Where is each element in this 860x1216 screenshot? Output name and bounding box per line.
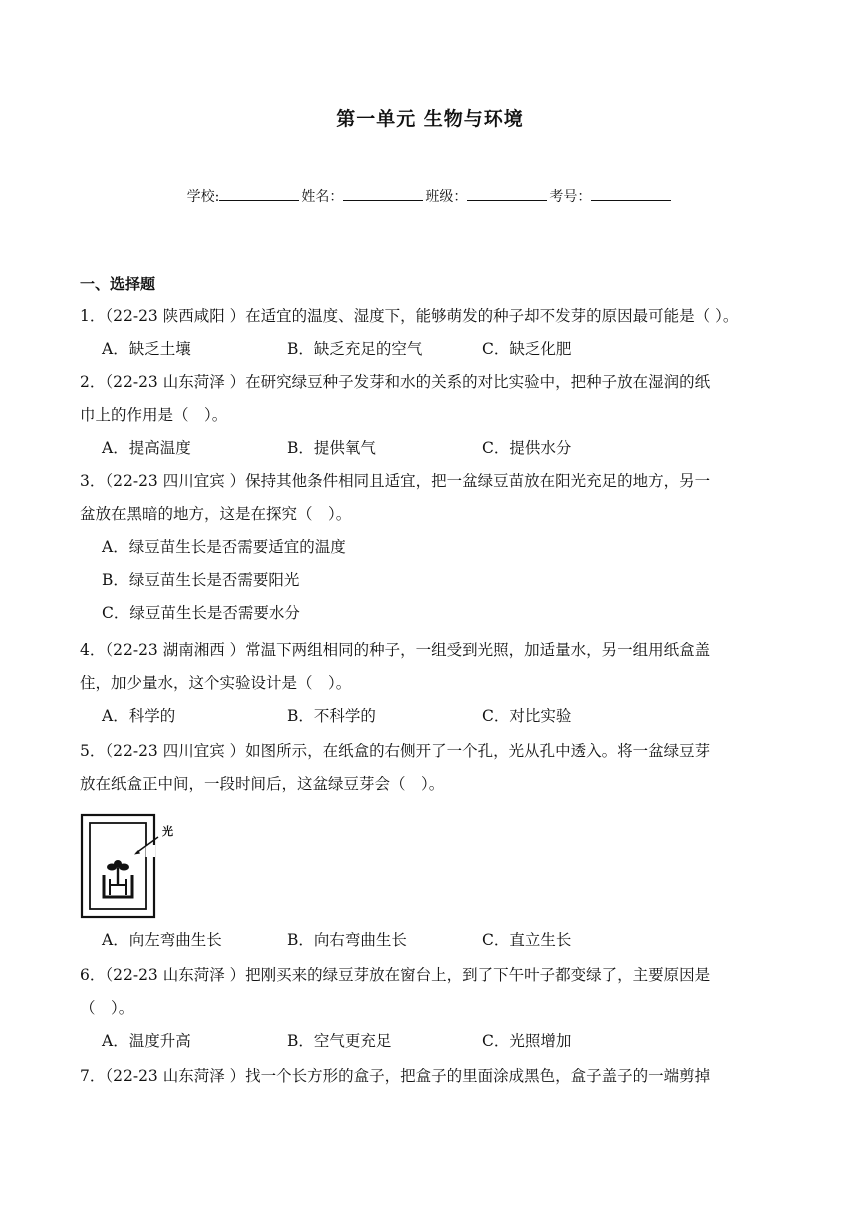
option-c[interactable]: C．绿豆苗生长是否需要水分 (102, 604, 300, 622)
question-text-line: 1．（22-23 陕西咸阳 ）在适宜的温度、湿度下，能够萌发的种子却不发芽的原因最可能是（ ）。 (80, 307, 739, 325)
question-4 (80, 634, 785, 700)
question-6 (80, 959, 785, 1025)
school-label: 学校: (186, 189, 220, 205)
name-label: 姓名： (301, 189, 344, 205)
question-text-line: 2．（22-23 山东菏泽 ）在研究绿豆种子发芽和水的关系的对比实验中，把种子放在湿润的纸 (80, 373, 711, 391)
option-c[interactable]: C．提供水分 (482, 439, 572, 457)
question-text-line: 放在纸盒正中间，一段时间后，这盆绿豆芽会（ ）。 (80, 775, 445, 793)
question-5-options (102, 924, 667, 957)
option-a[interactable]: A．科学的 (102, 707, 176, 725)
question-3 (80, 465, 785, 531)
light-label: 光 (162, 825, 173, 838)
section-title: 一、选择题 (80, 275, 156, 293)
question-6-options (102, 1025, 667, 1058)
class-blank[interactable] (467, 186, 547, 201)
question-text-line: 4．（22-23 湖南湘西 ）常温下两组相同的种子，一组受到光照，加适量水，另一组用纸盒盖 (80, 641, 711, 659)
question-2 (80, 366, 785, 432)
sprout-leaf-right (119, 864, 129, 871)
school-blank[interactable] (219, 186, 299, 201)
question-1 (80, 300, 785, 333)
option-a[interactable]: A．绿豆苗生长是否需要适宜的温度 (102, 538, 346, 556)
class-label: 班级： (425, 189, 468, 205)
exam-no-blank[interactable] (591, 186, 671, 201)
question-text-line: 3．（22-23 四川宜宾 ）保持其他条件相同且适宜，把一盆绿豆苗放在阳光充足的地方，另一 (80, 472, 711, 490)
question-text-line: 盆放在黑暗的地方，这是在探究（ ）。 (80, 505, 352, 523)
option-a[interactable]: A．提高温度 (102, 439, 191, 457)
question-1-options (102, 333, 667, 366)
question-5 (80, 735, 785, 801)
page-title: 第一单元 生物与环境 (336, 108, 524, 130)
sprout-leaf-left (107, 864, 117, 871)
option-c[interactable]: C．光照增加 (482, 1032, 572, 1050)
option-b[interactable]: B．向右弯曲生长 (287, 931, 407, 949)
option-b[interactable]: B．绿豆苗生长是否需要阳光 (102, 571, 300, 589)
question-text-line: 7．（22-23 山东菏泽 ）找一个长方形的盒子，把盒子的里面涂成黑色，盒子盖子的一端剪掉 (80, 1067, 711, 1085)
question-4-options (102, 700, 667, 733)
question-7 (80, 1060, 785, 1093)
option-c[interactable]: C．缺乏化肥 (482, 340, 572, 358)
question-text-line: 住，加少量水，这个实验设计是（ ）。 (80, 674, 352, 692)
box-light-figure (80, 813, 190, 919)
name-blank[interactable] (343, 186, 423, 201)
option-c[interactable]: C．对比实验 (482, 707, 572, 725)
option-a[interactable]: A．温度升高 (102, 1032, 191, 1050)
option-c[interactable]: C．直立生长 (482, 931, 572, 949)
option-a[interactable]: A．向左弯曲生长 (102, 931, 222, 949)
box-light-diagram (80, 813, 190, 919)
question-text-line: （ ）。 (80, 999, 135, 1017)
question-text-line: 巾上的作用是（ ）。 (80, 406, 228, 424)
option-b[interactable]: B．缺乏充足的空气 (287, 340, 423, 358)
question-text-line: 5．（22-23 四川宜宾 ）如图所示，在纸盒的右侧开了一个孔，光从孔中透入。将一盆绿豆芽 (80, 742, 711, 760)
option-b[interactable]: B．提供氧气 (287, 439, 376, 457)
option-a[interactable]: A．缺乏土壤 (102, 340, 191, 358)
option-b[interactable]: B．不科学的 (287, 707, 376, 725)
question-2-options (102, 432, 667, 465)
option-b[interactable]: B．空气更充足 (287, 1032, 392, 1050)
question-text-line: 6．（22-23 山东菏泽 ）把刚买来的绿豆芽放在窗台上，到了下午叶子都变绿了，主要原因是 (80, 966, 711, 984)
student-info-line (0, 186, 860, 206)
exam-no-label: 考号： (549, 189, 592, 205)
